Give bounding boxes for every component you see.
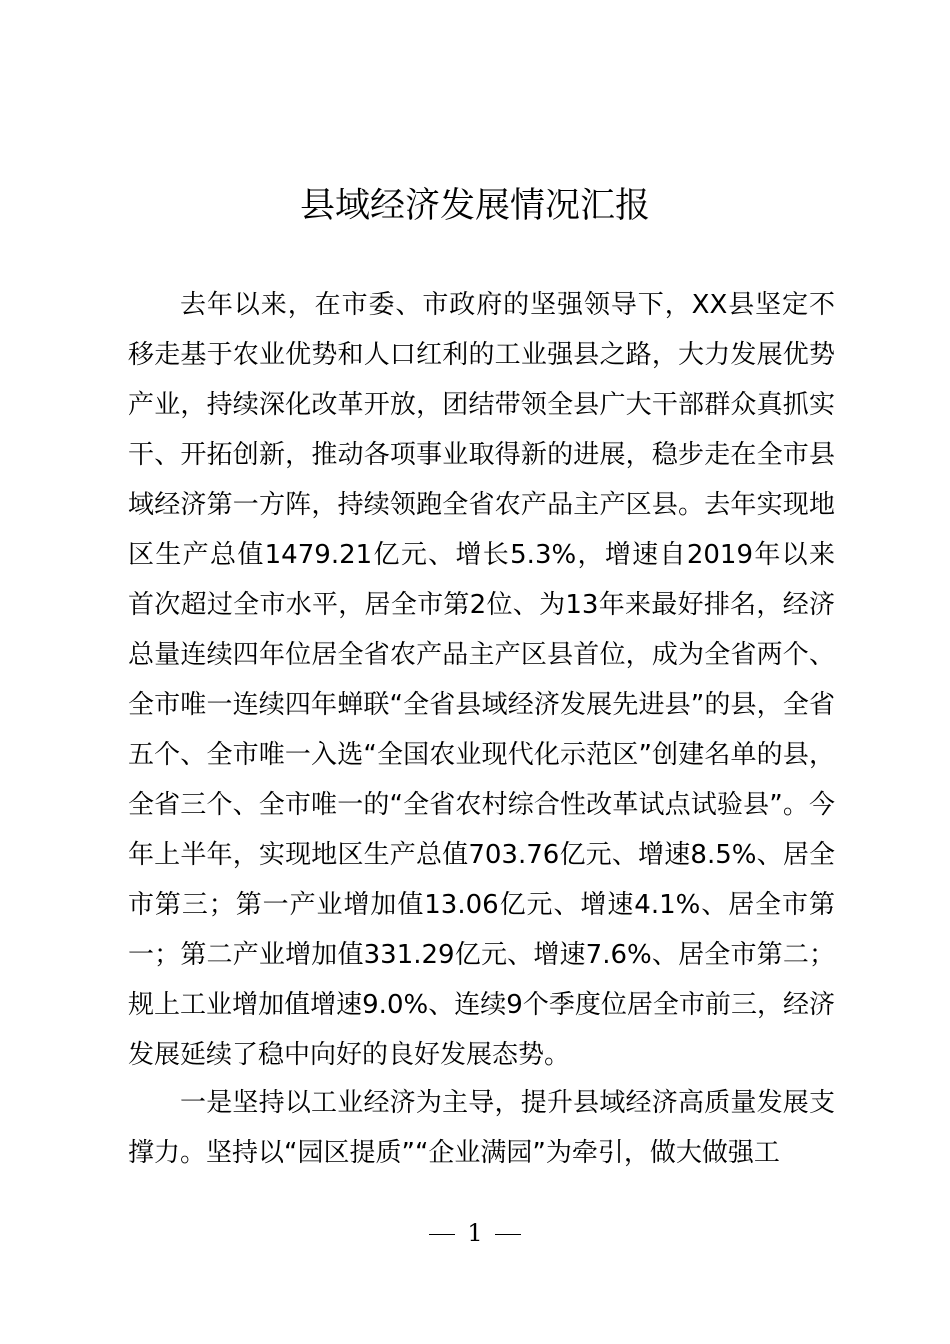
paragraph-summary: 去年以来，在市委、市政府的坚强领导下，XX县坚定不移走基于农业优势和人口红利的工业强县之路，大力发展优势产业，持续深化改革开放，团结带领全县广大干部群众真抓实干、开拓创新，推动各项事业取得新的进展，稳步走在全市县域经济第一方阵，持续领跑全省农产品主产区县。去年实现地区生产总值1479.21亿元、增长5.3%，增速自2019年以来首次超过全市水平，居全市第2位、为13年来最好排名，经济总量连续四年位居全省农产品主产区县首位，成为全省两个、全市唯一连续四年蝉联“全省县域经济发展先进县”的县，全省五个、全市唯一入选“全国农业现代化示范区”创建名单的县，全省三个、全市唯一的“全省农村综合性改革试点试验县”。今年上半年，实现地区生产总值703.76亿元、增速8.5%、居全市第三；第一产业增加值13.06亿元、增速4.1%、居全市第一；第二产业增加值331.29亿元、增速7.6%、居全市第二；规上工业增加值增速9.0%、连续9个季度位居全市前三，经济发展延续了稳中向好的良好发展态势。	[128, 290, 835, 1070]
paragraph-industry	[128, 1078, 835, 1178]
page-number: 1	[467, 1219, 483, 1247]
footer-dash-right	[495, 1234, 521, 1235]
document-title: 县域经济发展情况汇报	[299, 186, 650, 226]
paragraph-industry-text: 坚持以“园区提质”“企业满园”为牵引，做大做强工	[206, 1138, 780, 1168]
footer-dash-left	[429, 1234, 455, 1235]
paragraph-industry-lead: 一是坚持以工业经济为主导，提升县域经济高质量发展支撑力。	[128, 1088, 835, 1168]
page-footer	[0, 1216, 950, 1250]
